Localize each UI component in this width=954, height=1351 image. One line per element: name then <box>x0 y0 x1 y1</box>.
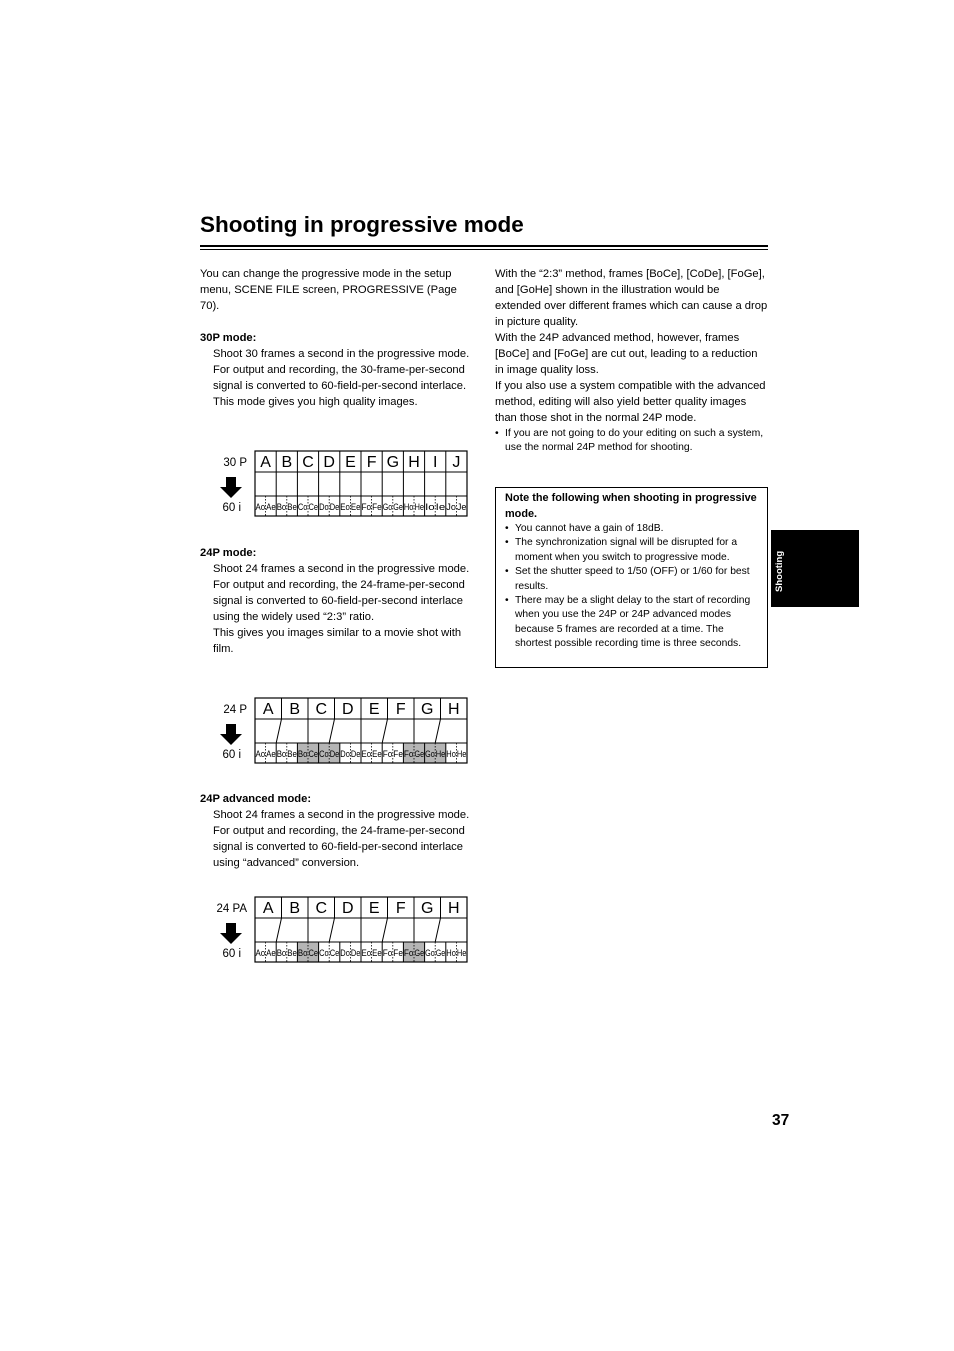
field-label: Eo <box>340 502 350 512</box>
field-label: Fo <box>403 749 414 759</box>
frame-letter: D <box>341 701 354 718</box>
title-rule-thin <box>200 249 768 250</box>
note-item: • The synchronization signal will be disrupted for a moment when you switch to progressive mode. <box>505 536 759 565</box>
page-number: 37 <box>772 1112 790 1129</box>
field-label: Fo <box>403 948 414 958</box>
field-label: Ce <box>308 502 319 512</box>
field-label: Co <box>319 948 329 958</box>
frame-letter: G <box>421 900 434 917</box>
arrow-down-icon <box>220 477 242 498</box>
frame-letter: C <box>315 900 328 917</box>
field-label: He <box>456 948 467 958</box>
right-column <box>495 266 768 455</box>
frame-rate-label: 24 PA <box>216 903 247 915</box>
frame-letter: A <box>262 701 274 718</box>
note-item: • There may be a slight delay to the start of recording when you use the 24P or 24P advanced modes because 5 frames are recorded at a time. The shortest possible recording time is three seconds. <box>505 594 759 652</box>
field-label: Co <box>297 502 308 512</box>
right-bullet: • If you are not going to do your editing on such a system, use the normal 24P method for shooting. <box>495 427 768 455</box>
mode-24p-text-2: For output and recording, the 24-frame-per-second signal is converted to 60-field-per-second interlace using the widely used “2:3” ratio. <box>213 579 465 623</box>
field-label: Ao <box>255 502 266 512</box>
note-item: • You cannot have a gain of 18dB. <box>505 522 759 536</box>
arrow-down-icon <box>220 724 242 745</box>
field-label: Ao <box>255 948 266 958</box>
mode-24p-text-3: This gives you images similar to a movie shot with film. <box>213 627 462 655</box>
diagram-24p <box>200 697 470 769</box>
field-label: Be <box>287 749 297 759</box>
left-column-24pa <box>200 791 472 871</box>
frame-letter: H <box>447 701 460 718</box>
note-item: • Set the shutter speed to 1/50 (OFF) or 1/60 for best results. <box>505 565 759 594</box>
arrow-down-icon <box>220 923 242 944</box>
conversion-line <box>435 719 440 743</box>
field-label: Ho <box>446 749 456 759</box>
field-label: Ie <box>435 502 446 512</box>
field-label: Jo <box>446 502 456 512</box>
frame-letter: C <box>302 454 314 471</box>
frame-letter: E <box>345 454 356 471</box>
frame-letter: A <box>262 900 274 917</box>
field-label: Ge <box>393 502 403 512</box>
diagram-30p <box>200 450 470 522</box>
field-label: Ee <box>372 948 382 958</box>
field-label: Go <box>382 502 393 512</box>
field-label: Ae <box>266 749 276 759</box>
frame-letter: J <box>452 454 461 471</box>
field-label: Do <box>340 749 350 759</box>
conversion-line <box>435 918 440 942</box>
intro-paragraph: You can change the progressive mode in the setup menu, SCENE FILE screen, PROGRESSIVE (Page 70). <box>200 268 457 312</box>
field-rate-label: 60 i <box>222 749 241 761</box>
field-rate-label: 60 i <box>222 948 241 960</box>
field-label: Ao <box>255 749 266 759</box>
field-label: Fe <box>372 502 382 512</box>
field-label: He <box>414 502 425 512</box>
frame-letter: E <box>368 900 380 917</box>
conversion-line <box>276 918 281 942</box>
field-label: De <box>329 749 340 759</box>
title-rule <box>200 245 768 247</box>
mode-30p-heading: 30P mode: <box>200 332 257 344</box>
frame-letter: F <box>366 454 377 471</box>
frame-letter: F <box>395 701 406 718</box>
field-label: Bo <box>276 749 287 759</box>
field-label: Fo <box>382 749 393 759</box>
note-title: Note the following when shooting in progressive mode. <box>505 492 757 520</box>
field-label: Ho <box>446 948 456 958</box>
frame-letter: D <box>341 900 354 917</box>
field-label: Ee <box>350 502 361 512</box>
field-label: Ae <box>266 502 276 512</box>
field-label: Ge <box>414 948 425 958</box>
frame-letter: B <box>281 454 293 471</box>
field-label: De <box>350 749 361 759</box>
frame-letter: F <box>395 900 406 917</box>
conversion-line <box>329 918 334 942</box>
left-column-top <box>200 266 472 410</box>
field-label: Ce <box>308 948 319 958</box>
section-tab-label: Shooting <box>774 550 785 592</box>
field-label: Ae <box>266 948 276 958</box>
frame-letter: G <box>421 701 434 718</box>
frame-letter: H <box>447 900 460 917</box>
frame-letter: H <box>408 454 420 471</box>
page-title: Shooting in progressive mode <box>200 212 524 237</box>
field-label: Do <box>340 948 350 958</box>
field-label: Co <box>319 749 329 759</box>
field-rate-label: 60 i <box>222 502 241 514</box>
mode-30p-text-2: For output and recording, the 30-frame-per-second signal is converted to 60-field-per-second interlace. <box>213 364 467 392</box>
conversion-line <box>329 719 334 743</box>
field-label: Fo <box>361 502 372 512</box>
field-label: Ce <box>308 749 319 759</box>
frame-letter: B <box>289 701 301 718</box>
frame-letter: E <box>368 701 380 718</box>
field-label: Eo <box>361 749 372 759</box>
field-label: Fo <box>382 948 393 958</box>
field-label: Bo <box>297 749 308 759</box>
field-label: Ho <box>403 502 414 512</box>
mode-24pa-text-2: For output and recording, the 24-frame-per-second signal is converted to 60-field-per-second interlace using “advanced” conversion. <box>213 825 465 869</box>
field-label: De <box>350 948 361 958</box>
left-column-24p <box>200 545 472 657</box>
field-label: Fe <box>393 948 403 958</box>
mode-24p-heading: 24P mode: <box>200 547 257 559</box>
right-paragraph-1: With the “2:3” method, frames [BoCe], [CoDe], [FoGe], and [GoHe] shown in the illustration would be extended over different frames which can cause a drop in picture quality. <box>495 268 768 328</box>
field-label: Eo <box>361 948 372 958</box>
mode-24p-text-1: Shoot 24 frames a second in the progressive mode. <box>213 563 470 575</box>
field-label: Do <box>319 502 329 512</box>
field-label: De <box>329 502 340 512</box>
frame-letter: B <box>289 900 301 917</box>
diagram-24pa <box>200 896 470 968</box>
mode-30p-text-1: Shoot 30 frames a second in the progressive mode. <box>213 348 470 360</box>
frame-rate-label: 30 P <box>223 457 247 469</box>
frame-letter: A <box>260 454 271 471</box>
mode-24pa-heading: 24P advanced mode: <box>200 793 312 805</box>
field-label: Be <box>287 502 297 512</box>
frame-rate-label: 24 P <box>223 704 247 716</box>
conversion-line <box>382 719 387 743</box>
field-label: Ce <box>329 948 340 958</box>
frame-letter: C <box>315 701 328 718</box>
field-label: Fe <box>393 749 403 759</box>
field-label: He <box>456 749 467 759</box>
frame-letter: D <box>323 454 335 471</box>
field-label: He <box>435 749 446 759</box>
mode-30p-text-3: This mode gives you high quality images. <box>213 396 418 408</box>
field-label: Ge <box>414 749 425 759</box>
field-label: Bo <box>276 948 287 958</box>
right-paragraph-3: If you also use a system compatible with the advanced method, editing will also yield better quality images than those shot in the normal 24P mode. <box>495 380 766 424</box>
field-label: Je <box>456 502 467 512</box>
field-label: Go <box>425 948 435 958</box>
field-label: Ee <box>372 749 382 759</box>
frame-letter: I <box>432 454 438 471</box>
conversion-line <box>382 918 387 942</box>
frame-letter: G <box>386 454 400 471</box>
field-label: Go <box>425 749 435 759</box>
conversion-line <box>276 719 281 743</box>
field-label: Bo <box>276 502 287 512</box>
field-label: Be <box>287 948 297 958</box>
field-label: Io <box>425 502 435 512</box>
field-label: Ge <box>435 948 446 958</box>
right-paragraph-2: With the 24P advanced method, however, frames [BoCe] and [FoGe] are cut out, leading to a reduction in image quality loss. <box>495 332 758 376</box>
mode-24pa-text-1: Shoot 24 frames a second in the progressive mode. <box>213 809 470 821</box>
note-box <box>495 487 768 668</box>
field-label: Bo <box>297 948 308 958</box>
